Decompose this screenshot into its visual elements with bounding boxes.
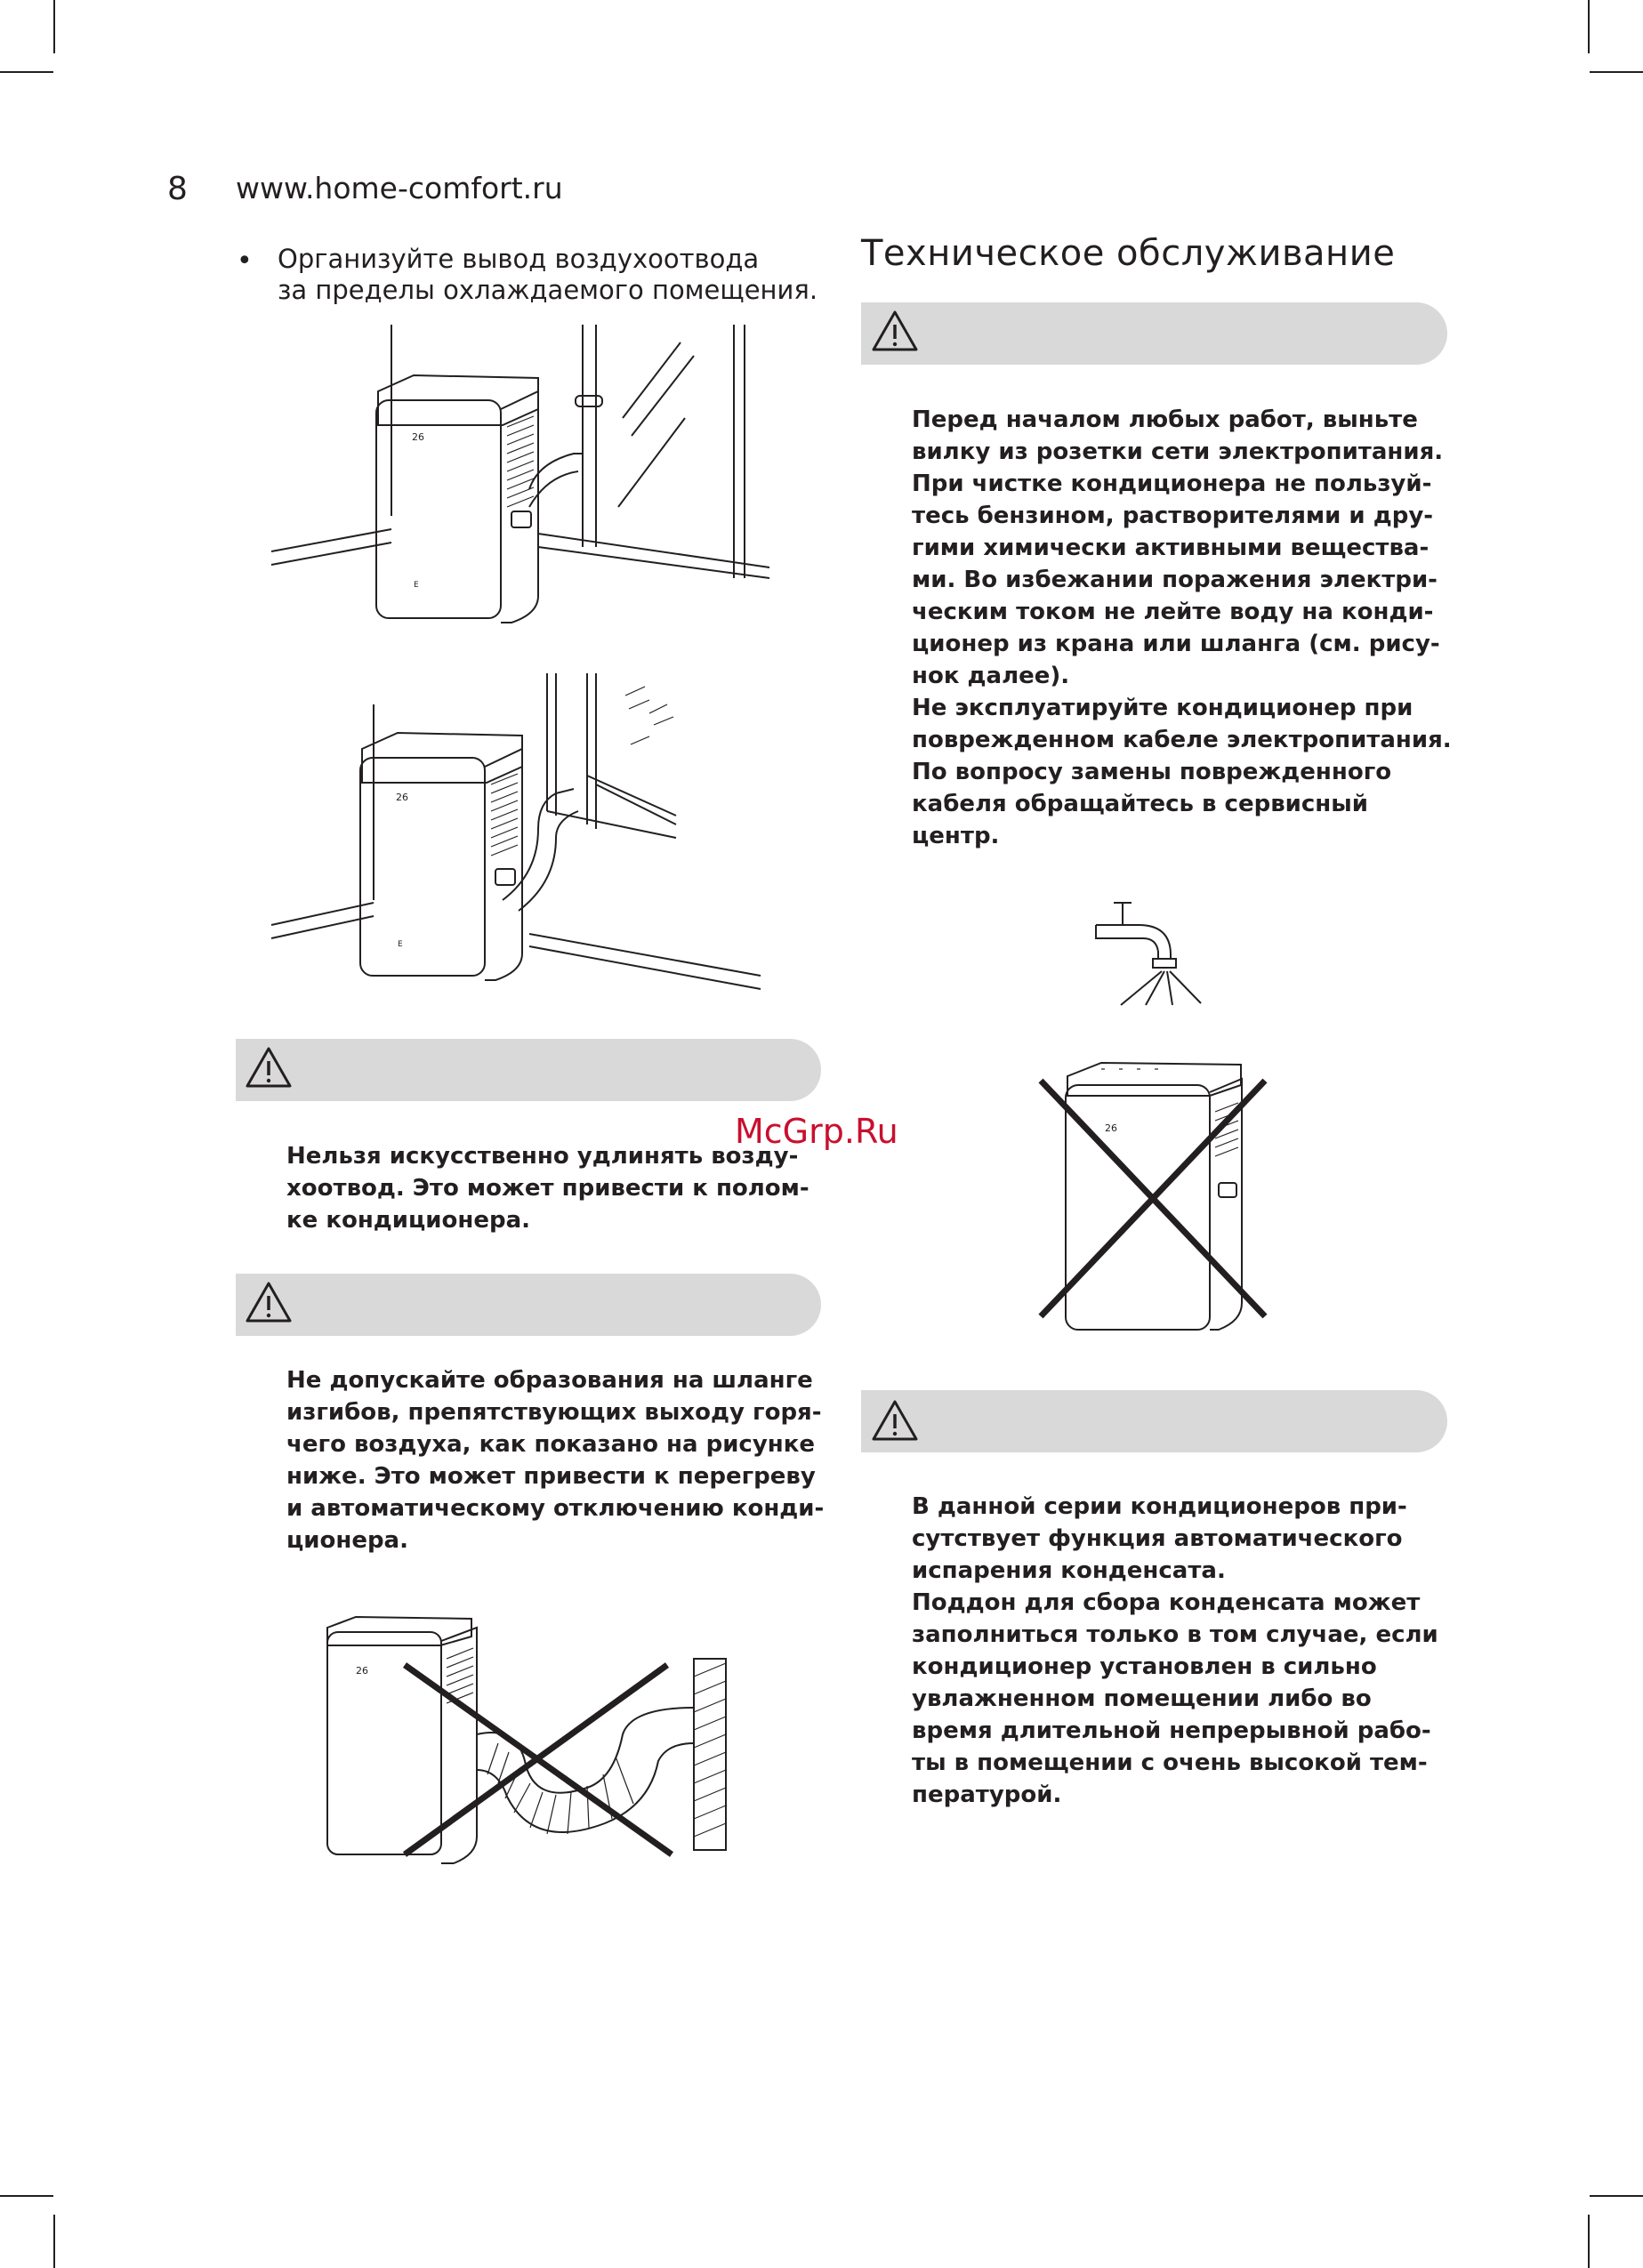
crop-mark [1588, 0, 1590, 53]
warning-triangle-icon [246, 1281, 292, 1323]
crop-mark [1590, 71, 1643, 73]
warning-text-1: Нельзя искусственно удлинять возду- хоотвод. Это может привести к полом- ке кондиционера. [286, 1143, 809, 1234]
section-title: Техническое обслуживание [861, 233, 1396, 274]
unit-display: 26 [356, 1665, 368, 1677]
bullet-text: Организуйте вывод воздухоотвода за пределы охлаждаемого помещения. [278, 244, 818, 305]
warning-text-3: Перед началом любых работ, выньте вилку из розетки сети электропитания. При чистке кондиционера не пользуй- тесь бензином, растворителями и дру- гими химически активными вещества- ми. Во избежании поражения электри- ческим током не лейте воду на конди- ционер из крана или шланга (см. рису- нок далее). Не эксплуатируйте кондиционер при поврежденном кабеле электропитания. По вопросу замены поврежденного кабеля обращайтесь в сервисный центр. [912, 406, 1452, 849]
crop-mark [1590, 2195, 1643, 2197]
unit-display: 26 [412, 431, 424, 443]
crop-mark [0, 2195, 53, 2197]
crop-mark [53, 0, 55, 53]
page-number: 8 [167, 171, 188, 207]
crop-mark [53, 2215, 55, 2268]
crop-mark [0, 71, 53, 73]
bent-hose-illustration [320, 1601, 747, 1886]
unit-display: 26 [396, 792, 408, 803]
svg-text:E: E [398, 940, 403, 949]
crop-mark [1588, 2215, 1590, 2268]
no-water-illustration [1032, 898, 1281, 1343]
window-illustration-2 [271, 669, 805, 1007]
warning-band-1 [236, 1039, 821, 1101]
unit-display: 26 [1105, 1122, 1117, 1134]
warning-band-3 [861, 302, 1447, 365]
warning-band-4 [861, 1390, 1447, 1452]
warning-triangle-icon [872, 310, 918, 352]
bullet-marker: • [237, 245, 253, 277]
warning-triangle-icon [246, 1046, 292, 1089]
warning-text-2: Не допускайте образования на шланге изгибов, препятствующих выходу горя- чего воздуха, как показано на рисунке ниже. Это может привести к перегреву и автоматическому отключению конди- ционера. [286, 1367, 825, 1554]
warning-band-2 [236, 1274, 821, 1336]
window-illustration-1 [271, 320, 805, 640]
watermark: McGrp.Ru [735, 1112, 898, 1151]
website-url: www.home-comfort.ru [236, 171, 563, 205]
warning-triangle-icon [872, 1399, 918, 1442]
svg-text:E: E [414, 581, 419, 590]
warning-text-4: В данной серии кондиционеров при- сутствует функция автоматического испарения конденсата. Поддон для сбора конденсата может заполниться только в том случае, если кондиционер установлен в сильно увлажненном помещении либо во время длительной непрерывной рабо- ты в помещении с очень высокой тем- пературой. [912, 1493, 1438, 1808]
